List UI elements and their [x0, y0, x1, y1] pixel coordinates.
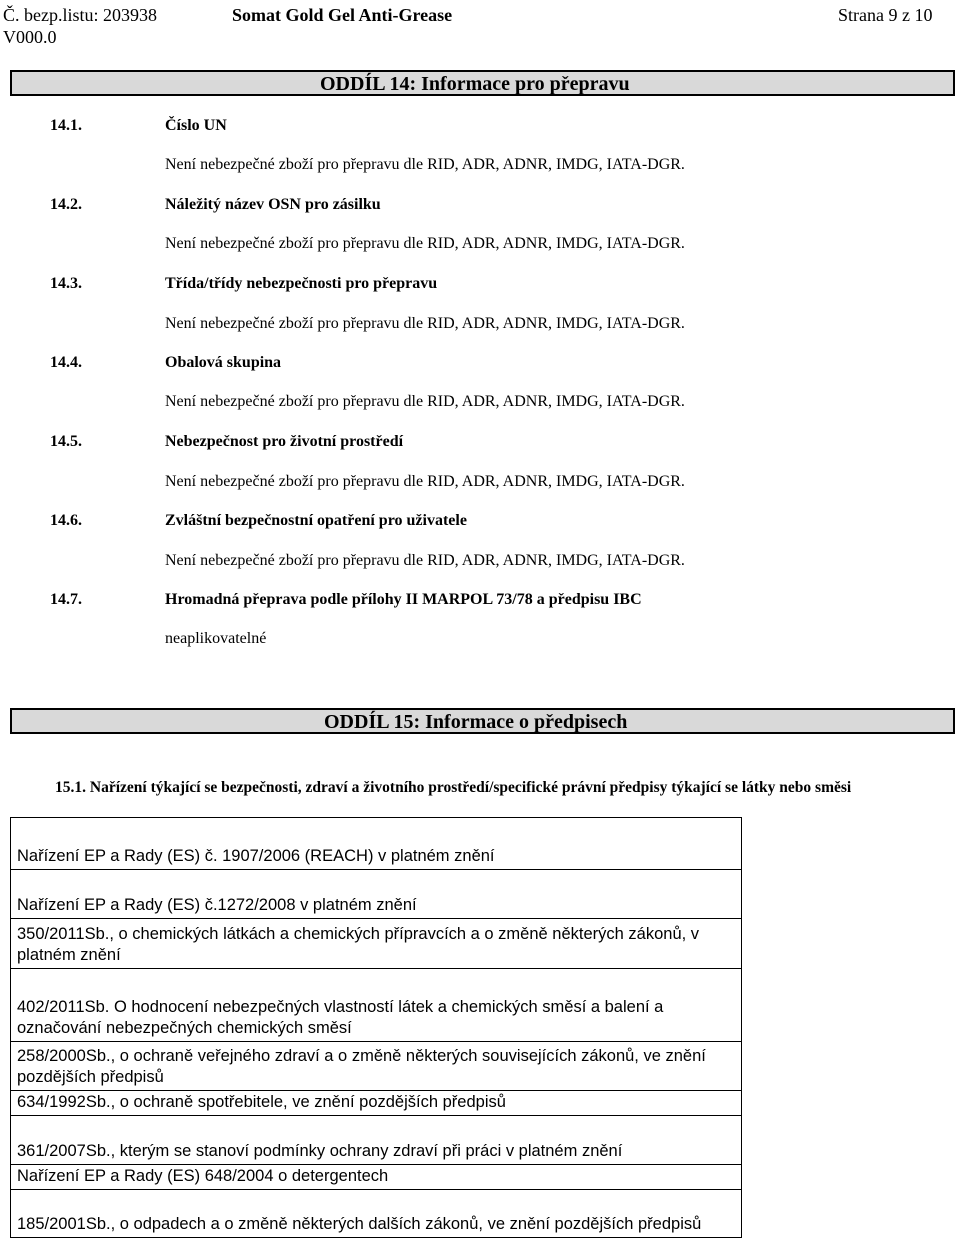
item-text: Není nebezpečné zboží pro přepravu dle RID, ADR, ADNR, IMDG, IATA-DGR. — [165, 315, 685, 332]
item-number: 14.5. — [50, 433, 82, 450]
regulation-text: 361/2007Sb., kterým se stanoví podmínky ochrany zdraví při práci v platném znění — [17, 1142, 623, 1160]
table-row — [11, 869, 741, 918]
item-number: 14.1. — [50, 117, 82, 134]
regulation-text: 402/2011Sb. O hodnocení nebezpečných vlastností látek a chemických směsí a balení a označování nebezpečných chemických směsí — [17, 998, 664, 1037]
section-15-header — [10, 708, 955, 734]
section-14-title: ODDÍL 14: Informace pro přepravu — [320, 73, 630, 95]
table-row — [11, 1115, 741, 1164]
regulation-text: 350/2011Sb., o chemických látkách a chemických přípravcích a o změně některých zákonů, v platném znění — [17, 925, 700, 964]
product-name: Somat Gold Gel Anti-Grease — [232, 5, 453, 25]
version: V000.0 — [3, 27, 57, 47]
sheet-number: Č. bezp.listu: 203938 — [3, 5, 157, 25]
item-text: Není nebezpečné zboží pro přepravu dle RID, ADR, ADNR, IMDG, IATA-DGR. — [165, 393, 685, 410]
table-row — [11, 1090, 741, 1115]
table-row — [11, 918, 741, 968]
item-text: Není nebezpečné zboží pro přepravu dle RID, ADR, ADNR, IMDG, IATA-DGR. — [165, 473, 685, 490]
section-15-title: ODDÍL 15: Informace o předpisech — [324, 711, 628, 733]
table-row — [11, 818, 741, 869]
item-text: Není nebezpečné zboží pro přepravu dle RID, ADR, ADNR, IMDG, IATA-DGR. — [165, 552, 685, 569]
item-text: Není nebezpečné zboží pro přepravu dle RID, ADR, ADNR, IMDG, IATA-DGR. — [165, 156, 685, 173]
regulation-text: 185/2001Sb., o odpadech a o změně některých dalších zákonů, ve znění pozdějších předpisů — [17, 1215, 702, 1233]
item-label: Hromadná přeprava podle přílohy II MARPOL 73/78 a předpisu IBC — [165, 591, 642, 608]
item-text: neaplikovatelné — [165, 630, 267, 647]
table-row — [11, 968, 741, 1041]
regulation-text: Nařízení EP a Rady (ES) č.1272/2008 v platném znění — [17, 896, 417, 914]
item-label: Nebezpečnost pro životní prostředí — [165, 433, 404, 450]
subsection-15-1-title: 15.1. Nařízení týkající se bezpečnosti, zdraví a životního prostředí/specifické právní předpisy týkající se látky nebo směsi — [55, 779, 852, 796]
section-14-header — [10, 70, 955, 96]
item-label: Zvláštní bezpečnostní opatření pro uživatele — [165, 512, 467, 529]
item-label: Obalová skupina — [165, 354, 282, 371]
table-row — [11, 1189, 741, 1237]
regulations-table — [10, 817, 742, 1238]
regulation-text: 634/1992Sb., o ochraně spotřebitele, ve znění pozdějších předpisů — [17, 1093, 506, 1111]
item-number: 14.3. — [50, 275, 82, 292]
item-number: 14.4. — [50, 354, 82, 371]
item-label: Číslo UN — [165, 117, 227, 134]
regulation-text: Nařízení EP a Rady (ES) č. 1907/2006 (REACH) v platném znění — [17, 847, 495, 865]
item-number: 14.6. — [50, 512, 82, 529]
item-number: 14.7. — [50, 591, 82, 608]
table-row — [11, 1164, 741, 1189]
table-row — [11, 1041, 741, 1090]
regulation-text: 258/2000Sb., o ochraně veřejného zdraví a o změně některých souvisejících zákonů, ve znění pozdějších předpisů — [17, 1047, 706, 1086]
page-number: Strana 9 z 10 — [838, 5, 933, 25]
item-text: Není nebezpečné zboží pro přepravu dle RID, ADR, ADNR, IMDG, IATA-DGR. — [165, 235, 685, 252]
item-label: Náležitý název OSN pro zásilku — [165, 196, 381, 213]
regulation-text: Nařízení EP a Rady (ES) 648/2004 o detergentech — [17, 1167, 389, 1185]
item-number: 14.2. — [50, 196, 82, 213]
item-label: Třída/třídy nebezpečnosti pro přepravu — [165, 275, 438, 292]
